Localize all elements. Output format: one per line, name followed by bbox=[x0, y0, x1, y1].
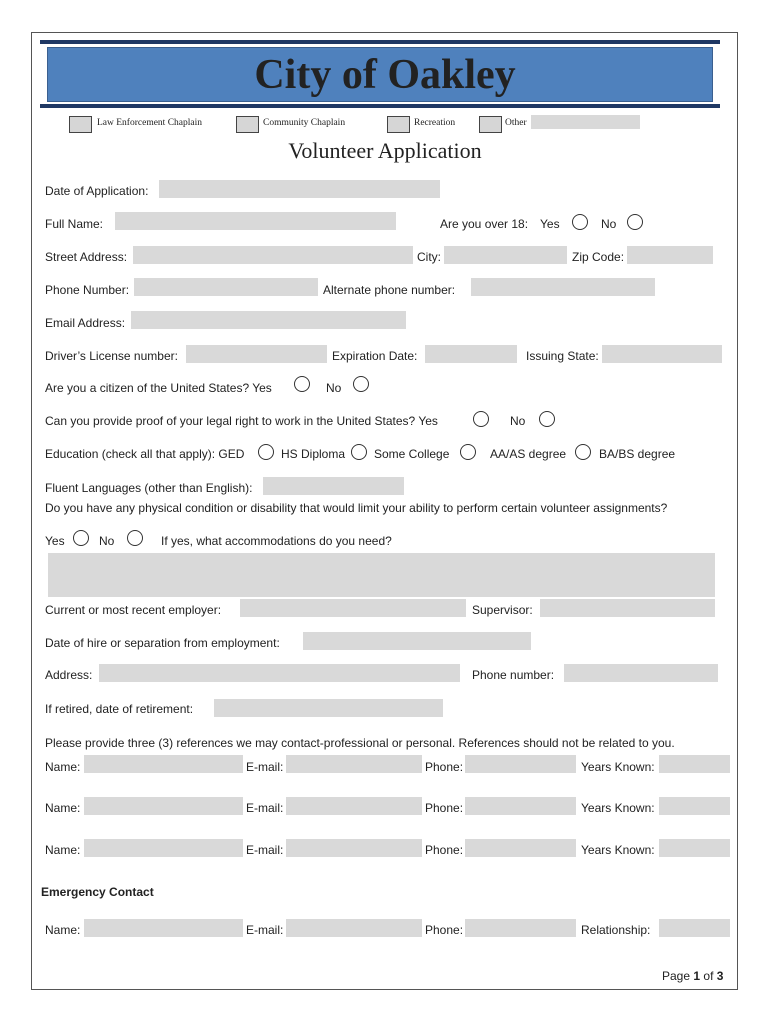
employer-phone-field[interactable] bbox=[564, 664, 718, 682]
ref2-name-field[interactable] bbox=[84, 797, 243, 815]
date-of-application-field[interactable] bbox=[159, 180, 440, 198]
disability-yes-radio[interactable] bbox=[73, 530, 89, 546]
retired-label: If retired, date of retirement: bbox=[45, 702, 194, 716]
issuing-state-label: Issuing State: bbox=[526, 349, 599, 363]
ref3-name-field[interactable] bbox=[84, 839, 243, 857]
emergency-name-field[interactable] bbox=[84, 919, 243, 937]
phone-number-label: Phone Number: bbox=[45, 283, 130, 297]
ref2-email-field[interactable] bbox=[286, 797, 422, 815]
city-label: City: bbox=[417, 250, 441, 264]
emergency-email-label: E-mail: bbox=[246, 923, 284, 937]
emergency-phone-label: Phone: bbox=[425, 923, 464, 937]
other-field[interactable] bbox=[531, 115, 640, 129]
ref1-email-label: E-mail: bbox=[246, 760, 284, 774]
some-college-radio[interactable] bbox=[460, 444, 476, 460]
citizen-yes-radio[interactable] bbox=[294, 376, 310, 392]
form-title: Volunteer Application bbox=[288, 138, 482, 163]
community-chaplain-label: Community Chaplain bbox=[263, 118, 346, 128]
page-of: of bbox=[703, 969, 714, 983]
employer-address-label: Address: bbox=[45, 668, 93, 682]
hire-date-field[interactable] bbox=[303, 632, 531, 650]
ref1-name-field[interactable] bbox=[84, 755, 243, 773]
header-bottom-rule bbox=[40, 104, 720, 108]
street-address-field[interactable] bbox=[133, 246, 413, 264]
page-number bbox=[662, 969, 723, 983]
languages-field[interactable] bbox=[263, 477, 404, 495]
ged-radio[interactable] bbox=[258, 444, 274, 460]
employer-label: Current or most recent employer: bbox=[45, 603, 222, 617]
hs-diploma-radio[interactable] bbox=[351, 444, 367, 460]
community-chaplain-checkbox[interactable] bbox=[236, 116, 259, 133]
emergency-name-label: Name: bbox=[45, 923, 81, 937]
ref3-email-field[interactable] bbox=[286, 839, 422, 857]
zip-code-field[interactable] bbox=[627, 246, 713, 264]
over-18-no-label: No bbox=[601, 217, 617, 231]
ref3-years-label: Years Known: bbox=[581, 843, 655, 857]
ref3-name-label: Name: bbox=[45, 843, 81, 857]
ba-degree-label: BA/BS degree bbox=[599, 447, 676, 461]
over-18-label: Are you over 18: bbox=[440, 217, 529, 231]
some-college-label: Some College bbox=[374, 447, 450, 461]
employer-field[interactable] bbox=[240, 599, 466, 617]
email-address-field[interactable] bbox=[131, 311, 406, 329]
emergency-contact-heading: Emergency Contact bbox=[41, 885, 154, 899]
zip-code-label: Zip Code: bbox=[572, 250, 625, 264]
issuing-state-field[interactable] bbox=[602, 345, 722, 363]
expiration-date-field[interactable] bbox=[425, 345, 517, 363]
work-right-no-radio[interactable] bbox=[539, 411, 555, 427]
disability-question: Do you have any physical condition or disability that would limit your ability to perform certain volunteer assignments? bbox=[45, 501, 668, 515]
retired-field[interactable] bbox=[214, 699, 443, 717]
hire-date-label: Date of hire or separation from employment: bbox=[45, 636, 280, 650]
ref1-phone-label: Phone: bbox=[425, 760, 464, 774]
accommodations-field[interactable] bbox=[48, 553, 715, 597]
ref2-phone-field[interactable] bbox=[465, 797, 576, 815]
city-field[interactable] bbox=[444, 246, 567, 264]
ref3-phone-label: Phone: bbox=[425, 843, 464, 857]
alt-phone-label: Alternate phone number: bbox=[323, 283, 456, 297]
references-intro: Please provide three (3) references we may contact-professional or personal. References should not be related to you. bbox=[45, 736, 675, 750]
aa-degree-radio[interactable] bbox=[575, 444, 591, 460]
supervisor-label: Supervisor: bbox=[472, 603, 533, 617]
recreation-label: Recreation bbox=[414, 118, 456, 128]
law-enforcement-chaplain-label: Law Enforcement Chaplain bbox=[97, 118, 202, 128]
over-18-yes-radio[interactable] bbox=[572, 214, 588, 230]
supervisor-field[interactable] bbox=[540, 599, 715, 617]
drivers-license-field[interactable] bbox=[186, 345, 327, 363]
citizen-no-radio[interactable] bbox=[353, 376, 369, 392]
drivers-license-label: Driver’s License number: bbox=[45, 349, 178, 363]
ref2-phone-label: Phone: bbox=[425, 801, 464, 815]
emergency-relationship-label: Relationship: bbox=[581, 923, 651, 937]
ref2-name-label: Name: bbox=[45, 801, 81, 815]
full-name-field[interactable] bbox=[115, 212, 396, 230]
ref3-email-label: E-mail: bbox=[246, 843, 284, 857]
aa-degree-label: AA/AS degree bbox=[490, 447, 567, 461]
recreation-checkbox[interactable] bbox=[387, 116, 410, 133]
phone-number-field[interactable] bbox=[134, 278, 318, 296]
email-address-label: Email Address: bbox=[45, 316, 126, 330]
accommodations-label: If yes, what accommodations do you need? bbox=[161, 534, 392, 548]
over-18-yes-label: Yes bbox=[540, 217, 560, 231]
alt-phone-field[interactable] bbox=[471, 278, 655, 296]
full-name-label: Full Name: bbox=[45, 217, 104, 231]
other-checkbox[interactable] bbox=[479, 116, 502, 133]
disability-no-label: No bbox=[99, 534, 115, 548]
ref1-email-field[interactable] bbox=[286, 755, 422, 773]
street-address-label: Street Address: bbox=[45, 250, 128, 264]
emergency-relationship-field[interactable] bbox=[659, 919, 730, 937]
emergency-email-field[interactable] bbox=[286, 919, 422, 937]
work-right-yes-radio[interactable] bbox=[473, 411, 489, 427]
page-current: 1 bbox=[693, 969, 701, 983]
ref3-phone-field[interactable] bbox=[465, 839, 576, 857]
date-of-application-label: Date of Application: bbox=[45, 184, 149, 198]
law-enforcement-chaplain-checkbox[interactable] bbox=[69, 116, 92, 133]
hs-diploma-label: HS Diploma bbox=[281, 447, 346, 461]
page-prefix: Page bbox=[662, 969, 691, 983]
ref1-phone-field[interactable] bbox=[465, 755, 576, 773]
languages-label: Fluent Languages (other than English): bbox=[45, 481, 253, 495]
ref2-years-label: Years Known: bbox=[581, 801, 655, 815]
education-label: Education (check all that apply): GED bbox=[45, 447, 245, 461]
work-right-no-label: No bbox=[510, 414, 526, 428]
header-top-rule bbox=[40, 40, 720, 44]
expiration-date-label: Expiration Date: bbox=[332, 349, 418, 363]
citizen-no-label: No bbox=[326, 381, 342, 395]
ref3-years-field[interactable] bbox=[659, 839, 730, 857]
disability-no-radio[interactable] bbox=[127, 530, 143, 546]
ref1-years-label: Years Known: bbox=[581, 760, 655, 774]
ref2-years-field[interactable] bbox=[659, 797, 730, 815]
page-total: 3 bbox=[716, 969, 724, 983]
over-18-no-radio[interactable] bbox=[627, 214, 643, 230]
ref2-email-label: E-mail: bbox=[246, 801, 284, 815]
ref1-name-label: Name: bbox=[45, 760, 81, 774]
emergency-phone-field[interactable] bbox=[465, 919, 576, 937]
citizen-label: Are you a citizen of the United States? Yes bbox=[45, 381, 272, 395]
disability-yes-label: Yes bbox=[45, 534, 65, 548]
page-title: City of Oakley bbox=[254, 52, 516, 98]
work-right-label: Can you provide proof of your legal right to work in the United States? Yes bbox=[45, 414, 438, 428]
other-label: Other bbox=[505, 118, 527, 128]
employer-phone-label: Phone number: bbox=[472, 668, 555, 682]
employer-address-field[interactable] bbox=[99, 664, 460, 682]
ref1-years-field[interactable] bbox=[659, 755, 730, 773]
